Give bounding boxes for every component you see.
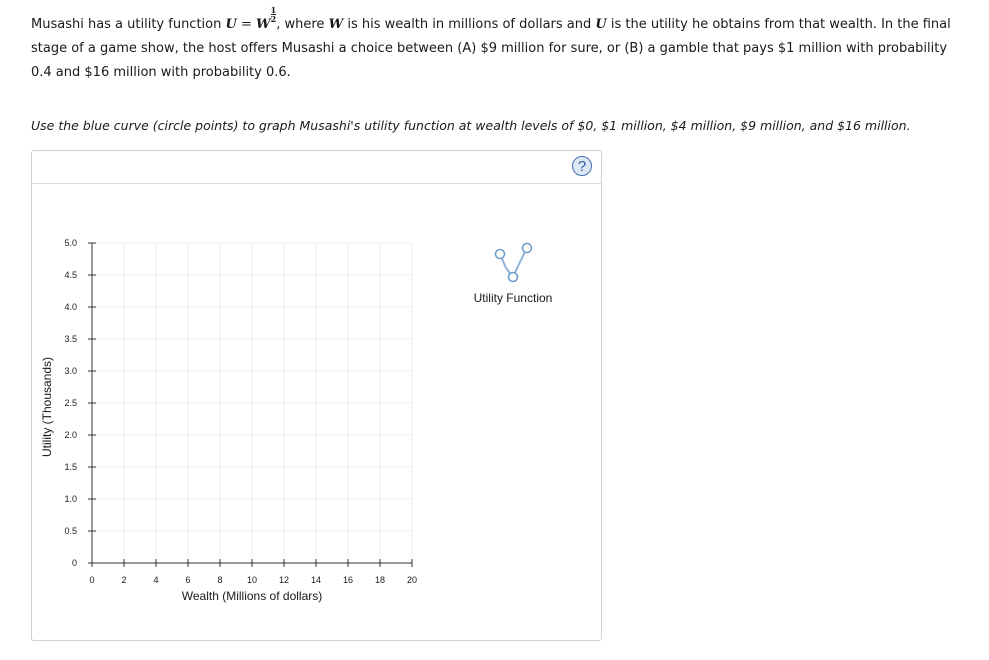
x-tick-label: 12	[278, 575, 290, 585]
y-tick-label: 2.0	[64, 430, 77, 440]
graph-panel	[31, 150, 602, 641]
y-tick-label: 2.5	[64, 398, 77, 408]
x-tick-label: 10	[246, 575, 258, 585]
x-tick-label: 6	[185, 575, 191, 585]
tool-point-icon	[496, 250, 505, 259]
tool-point-icon	[509, 273, 518, 282]
y-tick-label: 0.5	[64, 526, 77, 536]
y-tick-label: 4.0	[64, 302, 77, 312]
problem-text-3: is his wealth in millions of dollars and	[347, 17, 592, 32]
y-axis-label: Utility (Thousands)	[40, 356, 54, 458]
math-wealth-var-2: W	[328, 17, 344, 32]
graph-instruction: Use the blue curve (circle points) to graph Musashi's utility function at wealth levels of $0, $1 million, $4 million, $9 million, and $16 million.	[31, 118, 911, 133]
x-tick-label: 8	[217, 575, 223, 585]
x-tick-label: 14	[310, 575, 322, 585]
graph-panel-header	[32, 151, 601, 184]
x-tick-label: 18	[374, 575, 386, 585]
y-tick-label: 5.0	[64, 238, 77, 248]
y-tick-label: 1.5	[64, 462, 77, 472]
y-tick-label: 3.5	[64, 334, 77, 344]
problem-text-4: is the utility he obtains from that wealth. In the final stage of a game show, the host offers Musashi a choice between (A) $9 million for sure, or (B) a gamble that pays $1 million with probability 0.4 and $16 million with probability 0.6.	[31, 17, 951, 80]
x-tick-label: 16	[342, 575, 354, 585]
x-tick-label: 4	[153, 575, 159, 585]
x-tick-label: 2	[121, 575, 127, 585]
math-equals: =	[241, 17, 252, 32]
problem-statement	[31, 6, 961, 85]
tool-point-icon	[523, 244, 532, 253]
y-tick-label: 4.5	[64, 270, 77, 280]
x-tick-label: 0	[89, 575, 95, 585]
x-tick-label: 20	[406, 575, 418, 585]
exponent-denominator: 2	[270, 14, 277, 24]
math-wealth-var: W	[256, 17, 271, 32]
y-tick-label: 1.0	[64, 494, 77, 504]
y-tick-label: 0	[71, 558, 77, 568]
tool-label: Utility Function	[473, 291, 553, 305]
help-button[interactable]: ?	[572, 156, 592, 176]
exponent-numerator: 1	[270, 5, 277, 15]
math-utility-var-2: U	[595, 17, 607, 32]
problem-text-2: , where	[276, 17, 325, 32]
problem-text-1: Musashi has a utility function	[31, 17, 222, 32]
math-utility-var: U	[225, 17, 237, 32]
y-tick-label: 3.0	[64, 366, 77, 376]
x-axis-label: Wealth (Millions of dollars)	[181, 589, 323, 603]
